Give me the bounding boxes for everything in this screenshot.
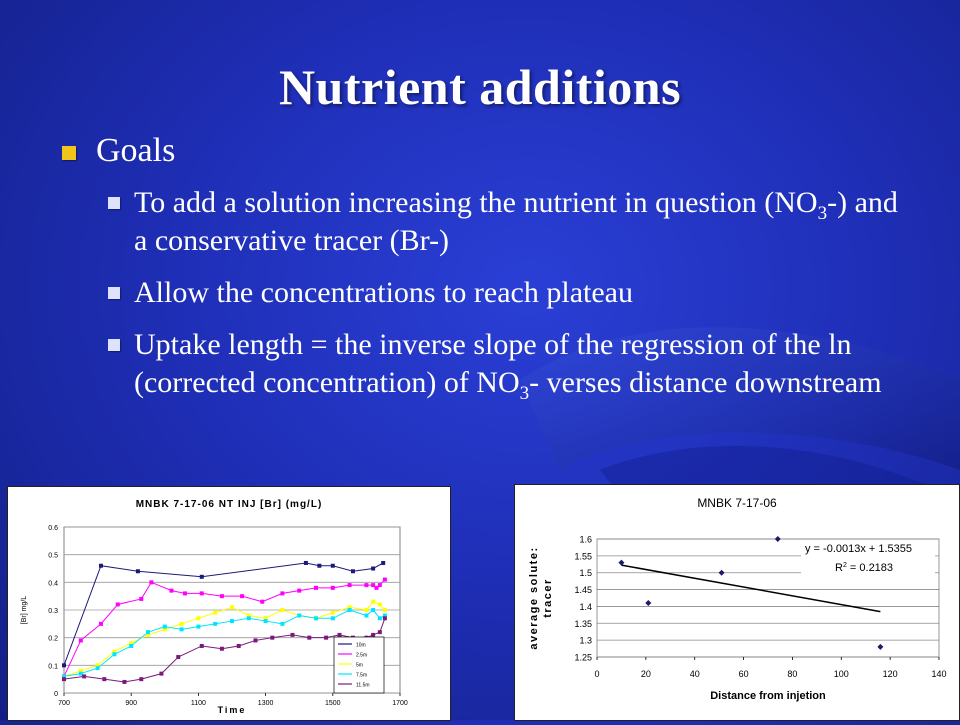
y-tick-label: 1.6 (579, 534, 592, 545)
y-tick-label: 1.5 (579, 568, 592, 579)
uptake-chart-panel (514, 484, 960, 721)
data-point-5m (230, 605, 234, 609)
data-point-10m (136, 569, 140, 573)
x-axis-label: Time (217, 705, 247, 715)
sub-bullet-1 (108, 184, 908, 260)
data-point-7.5m (331, 616, 335, 620)
data-point-5m (383, 608, 387, 612)
data-point-2.5m (99, 622, 103, 626)
data-point-10m (317, 564, 321, 568)
x-tick-label: 40 (689, 669, 700, 679)
data-point-2.5m (149, 580, 153, 584)
y-tick-label: 1.35 (574, 618, 592, 629)
slide-title: Nutrient additions (278, 59, 682, 115)
data-point-2.5m (331, 586, 335, 590)
data-point-11.5m (139, 677, 143, 681)
data-point (775, 536, 781, 542)
data-point-10m (371, 567, 375, 571)
data-point-11.5m (220, 647, 224, 651)
y-tick-label: 0.5 (48, 552, 58, 560)
data-point-2.5m (383, 578, 387, 582)
y-tick-label: 0.3 (48, 608, 58, 615)
sub-bullet-2 (108, 274, 908, 312)
sub-bullet-1-text: To add a solution increasing the nutrient in question $(NO_3-)$ and a conservative tracer (Br-) (134, 186, 898, 257)
data-point-11.5m (122, 680, 126, 684)
data-point-2.5m (220, 594, 224, 598)
y-tick-label: 0.6 (48, 525, 58, 532)
data-point-11.5m (324, 636, 328, 640)
data-point-2.5m (139, 597, 143, 601)
x-tick-label: 120 (882, 669, 898, 679)
data-point-7.5m (264, 619, 268, 623)
data-point-7.5m (146, 630, 150, 634)
data-point-2.5m (170, 589, 174, 593)
data-point-11.5m (62, 677, 66, 681)
data-point-11.5m (338, 633, 342, 637)
y-tick-label: 1.25 (574, 652, 592, 663)
data-point-11.5m (383, 616, 387, 620)
x-tick-label: 1500 (325, 700, 341, 707)
data-point-11.5m (200, 644, 204, 648)
data-point-10m (99, 564, 103, 568)
data-point-10m (351, 569, 355, 573)
x-tick-label: 80 (787, 669, 798, 679)
data-point-7.5m (196, 625, 200, 629)
data-point-7.5m (314, 616, 318, 620)
x-tick-label: 0 (594, 669, 600, 679)
chart-title: MNBK 7-17-06 (697, 496, 777, 510)
regression-equation: y = -0.0013x + 1.5355 (805, 543, 913, 555)
data-point-7.5m (112, 652, 116, 656)
data-point-7.5m (230, 619, 234, 623)
data-point-7.5m (163, 625, 167, 629)
uptake-regression-chart (515, 485, 959, 720)
x-tick-label: 20 (640, 669, 651, 679)
square-bullet-icon (108, 197, 120, 209)
data-point-7.5m (129, 644, 133, 648)
sub-bullet-3-text: Uptake length = the inverse slope of the regression of the ln (corrected concentration) of $NO_3-$ verses distance downstream (134, 328, 882, 404)
data-point-7.5m (297, 614, 301, 618)
square-bullet-icon (108, 339, 120, 351)
data-point-2.5m (79, 638, 83, 642)
data-point-7.5m (364, 614, 368, 618)
sub-bullet-2-text: Allow the concentrations to reach plateau (134, 276, 633, 309)
data-point-11.5m (270, 636, 274, 640)
data-point-2.5m (260, 600, 264, 604)
data-point-2.5m (183, 591, 187, 595)
y-tick-label: 1.55 (574, 551, 592, 562)
y-tick-label: 0.2 (48, 635, 58, 643)
data-point-5m (378, 602, 382, 606)
data-point (719, 570, 725, 576)
data-point-2.5m (280, 591, 284, 595)
data-point-11.5m (254, 638, 258, 642)
data-point-10m (381, 561, 385, 565)
x-tick-label: 900 (125, 700, 138, 707)
data-point-2.5m (348, 583, 352, 587)
bromide-time-series-chart (8, 487, 450, 720)
legend-label: 10m (356, 642, 366, 649)
data-point-11.5m (237, 644, 241, 648)
data-point-2.5m (364, 583, 368, 587)
data-point (618, 560, 624, 566)
x-tick-label: 1300 (257, 700, 274, 707)
data-point-7.5m (96, 666, 100, 670)
data-point-5m (213, 611, 217, 615)
data-point-10m (304, 561, 308, 565)
bromide-chart-panel (7, 486, 451, 721)
bullet-list (60, 132, 920, 402)
y-tick-label: 0.1 (48, 663, 58, 671)
data-point-7.5m (213, 622, 217, 626)
x-tick-label: 100 (833, 669, 849, 679)
r-squared-label: $R^2 = 0.2183$ (835, 562, 894, 574)
data-point-10m (200, 575, 204, 579)
legend-label: 2.5m (356, 652, 368, 659)
data-point-11.5m (176, 655, 180, 659)
x-tick-label: 700 (58, 700, 70, 707)
data-point-11.5m (378, 630, 382, 634)
data-point-7.5m (378, 616, 382, 620)
data-point-5m (371, 600, 375, 604)
square-bullet-icon (62, 146, 76, 160)
data-point-7.5m (247, 616, 251, 620)
data-point-11.5m (371, 633, 375, 637)
x-tick-label: 1700 (392, 700, 408, 707)
y-axis-label: [Br] mg/L (21, 595, 28, 625)
data-point-2.5m (378, 583, 382, 587)
data-point-2.5m (314, 586, 318, 590)
data-point-11.5m (82, 674, 86, 678)
data-point-11.5m (159, 672, 163, 676)
data-point-5m (331, 611, 335, 615)
data-point-5m (280, 608, 284, 612)
legend-label: 5m (356, 662, 363, 669)
legend-label: 7.5m (356, 672, 368, 679)
x-tick-label: 60 (738, 669, 749, 679)
y-tick-label: 1.3 (579, 635, 592, 646)
chart-title: MNBK 7-17-06 NT INJ [Br] (mg/L) (135, 499, 323, 510)
data-point-2.5m (240, 594, 244, 598)
data-point-7.5m (280, 622, 284, 626)
x-tick-label: 1100 (190, 700, 206, 707)
data-point-2.5m (116, 602, 120, 606)
data-point-10m (331, 564, 335, 568)
y-tick-label: 0 (54, 691, 58, 698)
y-axis-label: average solute: tracer (528, 546, 554, 650)
sub-bullet-3 (108, 326, 908, 402)
data-point-7.5m (180, 627, 184, 631)
x-tick-label: 140 (931, 669, 947, 679)
x-axis-label: Distance from injetion (710, 690, 826, 702)
data-point-5m (364, 608, 368, 612)
data-point (877, 644, 883, 650)
data-point-7.5m (371, 608, 375, 612)
goals-label: Goals (96, 132, 176, 169)
data-point-2.5m (200, 591, 204, 595)
data-point-5m (180, 622, 184, 626)
square-bullet-icon (108, 287, 120, 299)
y-tick-label: 0.4 (48, 580, 58, 588)
data-point-7.5m (348, 608, 352, 612)
data-point-11.5m (102, 677, 106, 681)
data-point-2.5m (297, 589, 301, 593)
legend-label: 11.5m (356, 682, 370, 689)
y-tick-label: 1.45 (574, 585, 592, 596)
data-point-5m (196, 616, 200, 620)
data-point (645, 600, 651, 606)
goals-bullet (60, 132, 920, 170)
data-point-10m (62, 663, 66, 667)
data-point-11.5m (307, 636, 311, 640)
y-tick-label: 1.4 (579, 601, 592, 612)
data-point-11.5m (290, 633, 294, 637)
